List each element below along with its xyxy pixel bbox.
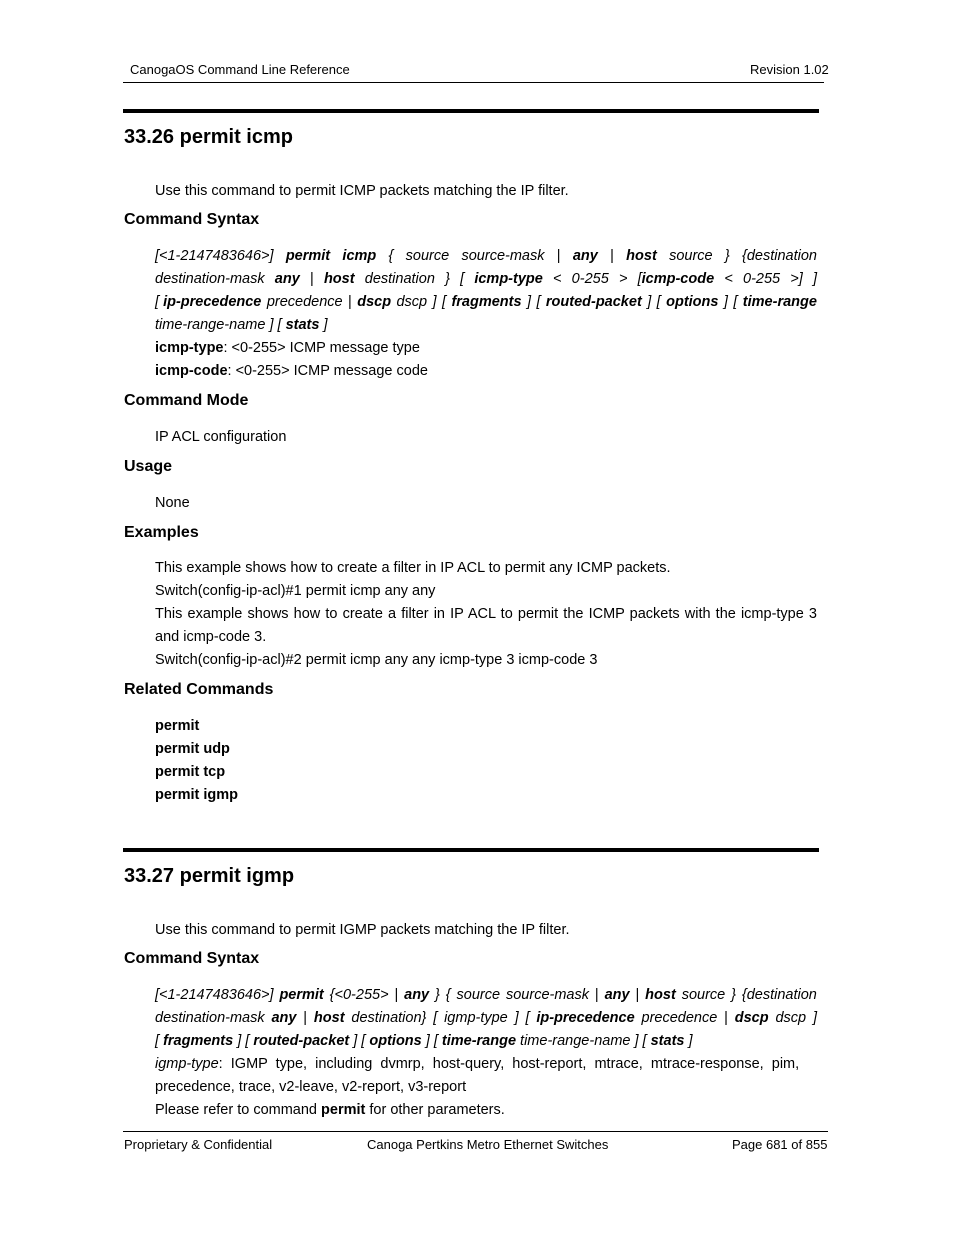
syntax-line: destination-mask any | host destination} [ igmp-type ] [ ip-precedence precedence | dscp dscp ] (155, 1010, 817, 1026)
example-command: Switch(config-ip-acl)#2 permit icmp any any icmp-type 3 icmp-code 3 (155, 652, 598, 668)
section-title: 33.26 permit icmp (124, 126, 293, 148)
syntax-line: [ fragments ] [ routed-packet ] [ options ] [ time-range time-range-name ] [ stats ] (155, 1033, 693, 1049)
usage-text: None (155, 495, 190, 511)
section-rule (123, 109, 819, 113)
usage-heading: Usage (124, 458, 173, 475)
syntax-line: destination-mask any | host destination } [ icmp-type < 0-255 > [icmp-code < 0-255 >] ] (155, 271, 817, 287)
syntax-line: [<1-2147483646>] permit {<0-255> | any } { source source-mask | any | host source } {destination (155, 987, 817, 1003)
syntax-line: time-range-name ] [ stats ] (155, 317, 328, 333)
related-command-link[interactable]: permit (155, 718, 200, 734)
param-igmp-type-cont: precedence, trace, v2-leave, v2-report, v3-report (155, 1079, 467, 1095)
syntax-line: [<1-2147483646>] permit icmp { source source-mask | any | host source } {destination (155, 248, 817, 264)
command-mode-text: IP ACL configuration (155, 429, 287, 445)
examples-heading: Examples (124, 524, 199, 541)
syntax-line: [ ip-precedence precedence | dscp dscp ] [ fragments ] [ routed-packet ] [ options ] [ time-range (155, 294, 817, 310)
header-revision: Revision 1.02 (750, 62, 829, 77)
related-command-link[interactable]: permit udp (155, 741, 230, 757)
related-command-link[interactable]: permit tcp (155, 764, 226, 780)
related-command-link[interactable]: permit igmp (155, 787, 238, 803)
example-command: Switch(config-ip-acl)#1 permit icmp any any (155, 583, 436, 599)
command-syntax-heading: Command Syntax (124, 211, 260, 228)
example-description: and icmp-code 3. (155, 629, 267, 645)
command-mode-heading: Command Mode (124, 392, 249, 409)
footer-page-number: Page 681 of 855 (732, 1137, 828, 1152)
section-title: 33.27 permit igmp (124, 865, 295, 887)
example-description: This example shows how to create a filter in IP ACL to permit the ICMP packets with the icmp-type 3 (155, 606, 817, 622)
section-intro: Use this command to permit IGMP packets matching the IP filter. (155, 922, 570, 938)
param-igmp-type: igmp-type: IGMP type, including dvmrp, host-query, host-report, mtrace, mtrace-response, pim, (155, 1056, 800, 1072)
command-syntax (155, 984, 817, 1122)
related-commands-heading: Related Commands (124, 681, 274, 698)
footer-product: Canoga Pertkins Metro Ethernet Switches (367, 1137, 609, 1152)
examples-body (155, 557, 817, 672)
related-commands-list (155, 715, 817, 807)
permit-command-link[interactable]: permit (321, 1102, 366, 1118)
section-rule (123, 848, 819, 852)
param-icmp-code: icmp-code: <0-255> ICMP message code (155, 363, 428, 379)
command-syntax (155, 245, 817, 383)
param-icmp-type: icmp-type: <0-255> ICMP message type (155, 340, 420, 356)
footer-confidential: Proprietary & Confidential (124, 1137, 273, 1152)
refer-note: Please refer to command permit for other parameters. (155, 1102, 505, 1118)
footer-rule (123, 1131, 828, 1132)
header-rule (123, 82, 824, 83)
command-syntax-heading: Command Syntax (124, 950, 260, 967)
header-title: CanogaOS Command Line Reference (130, 62, 350, 77)
section-intro: Use this command to permit ICMP packets matching the IP filter. (155, 183, 569, 199)
example-description: This example shows how to create a filter in IP ACL to permit any ICMP packets. (155, 560, 671, 576)
